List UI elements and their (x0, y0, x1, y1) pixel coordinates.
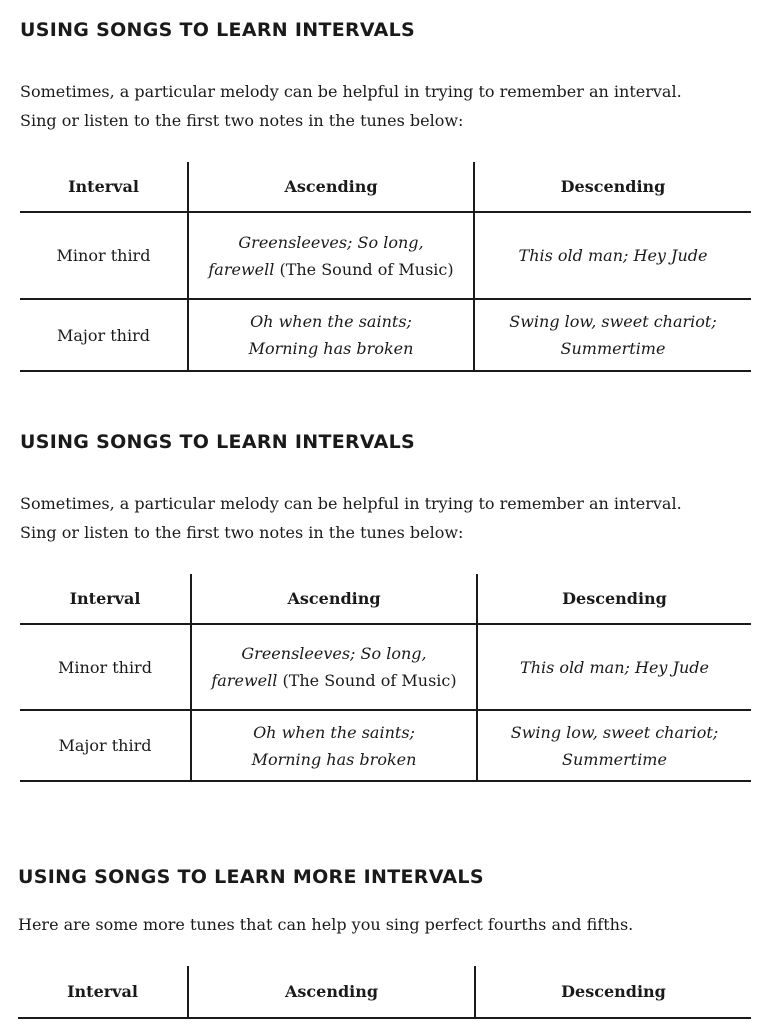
section-intro (20, 489, 682, 547)
descending-cell (477, 710, 751, 781)
table-row (20, 624, 751, 710)
descending-cell (474, 299, 751, 371)
table-row (20, 710, 751, 781)
section-intro (20, 77, 682, 135)
ascending-cell (191, 710, 477, 781)
interval-table (20, 162, 751, 372)
ascending-italic: farewell (211, 671, 278, 690)
ascending-line: Greensleeves; So long, (241, 644, 427, 663)
ascending-line: Oh when the saints; (253, 722, 415, 742)
ascending-line: Morning has broken (248, 339, 414, 358)
descending-line: This old man; Hey Jude (520, 657, 709, 677)
ascending-line (192, 667, 476, 694)
header-ascending: Ascending (191, 574, 477, 624)
header-interval: Interval (18, 966, 188, 1018)
ascending-line: Greensleeves; So long, (238, 232, 424, 252)
table-row (20, 299, 751, 371)
interval-table (18, 966, 751, 1019)
interval-cell: Major third (20, 299, 188, 371)
descending-cell (474, 212, 751, 299)
descending-line: Swing low, sweet chariot; (509, 312, 717, 331)
intro-line: Here are some more tunes that can help you sing perfect fourths and fifths. (18, 915, 634, 934)
section-heading: USING SONGS TO LEARN INTERVALS (20, 19, 416, 41)
descending-line: This old man; Hey Jude (518, 246, 708, 265)
header-ascending: Ascending (188, 966, 475, 1018)
descending-line: Swing low, sweet chariot; (510, 722, 719, 742)
table-row (20, 212, 751, 299)
header-interval: Interval (20, 574, 191, 624)
descending-line: Summertime (562, 749, 667, 769)
header-descending: Descending (477, 574, 751, 624)
interval-cell: Minor third (20, 212, 188, 299)
ascending-plain: (The Sound of Music) (274, 259, 454, 279)
ascending-italic: farewell (208, 259, 275, 279)
table-header-row (20, 574, 751, 624)
header-ascending: Ascending (188, 162, 474, 212)
ascending-line: Oh when the saints; (250, 312, 412, 331)
intro-line: Sometimes, a particular melody can be helpful in trying to remember an interval. (20, 494, 682, 513)
header-interval: Interval (20, 162, 188, 212)
ascending-cell (191, 624, 477, 710)
descending-cell (477, 624, 751, 710)
ascending-line: Morning has broken (251, 749, 417, 769)
header-descending: Descending (475, 966, 751, 1018)
ascending-line (189, 256, 473, 283)
intro-line: Sing or listen to the first two notes in the tunes below: (20, 111, 464, 130)
section-heading: USING SONGS TO LEARN MORE INTERVALS (18, 866, 484, 888)
section-heading: USING SONGS TO LEARN INTERVALS (20, 431, 416, 453)
interval-cell: Major third (20, 710, 191, 781)
table-header-row (20, 162, 751, 212)
intro-line: Sing or listen to the first two notes in the tunes below: (20, 523, 464, 542)
ascending-plain: (The Sound of Music) (277, 671, 457, 690)
header-descending: Descending (474, 162, 751, 212)
table-header-row (18, 966, 751, 1018)
interval-cell: Minor third (20, 624, 191, 710)
ascending-cell (188, 212, 474, 299)
ascending-cell (188, 299, 474, 371)
descending-line: Summertime (560, 339, 666, 358)
section-intro (18, 910, 633, 939)
interval-table (20, 574, 751, 782)
intro-line: Sometimes, a particular melody can be helpful in trying to remember an interval. (20, 82, 682, 101)
